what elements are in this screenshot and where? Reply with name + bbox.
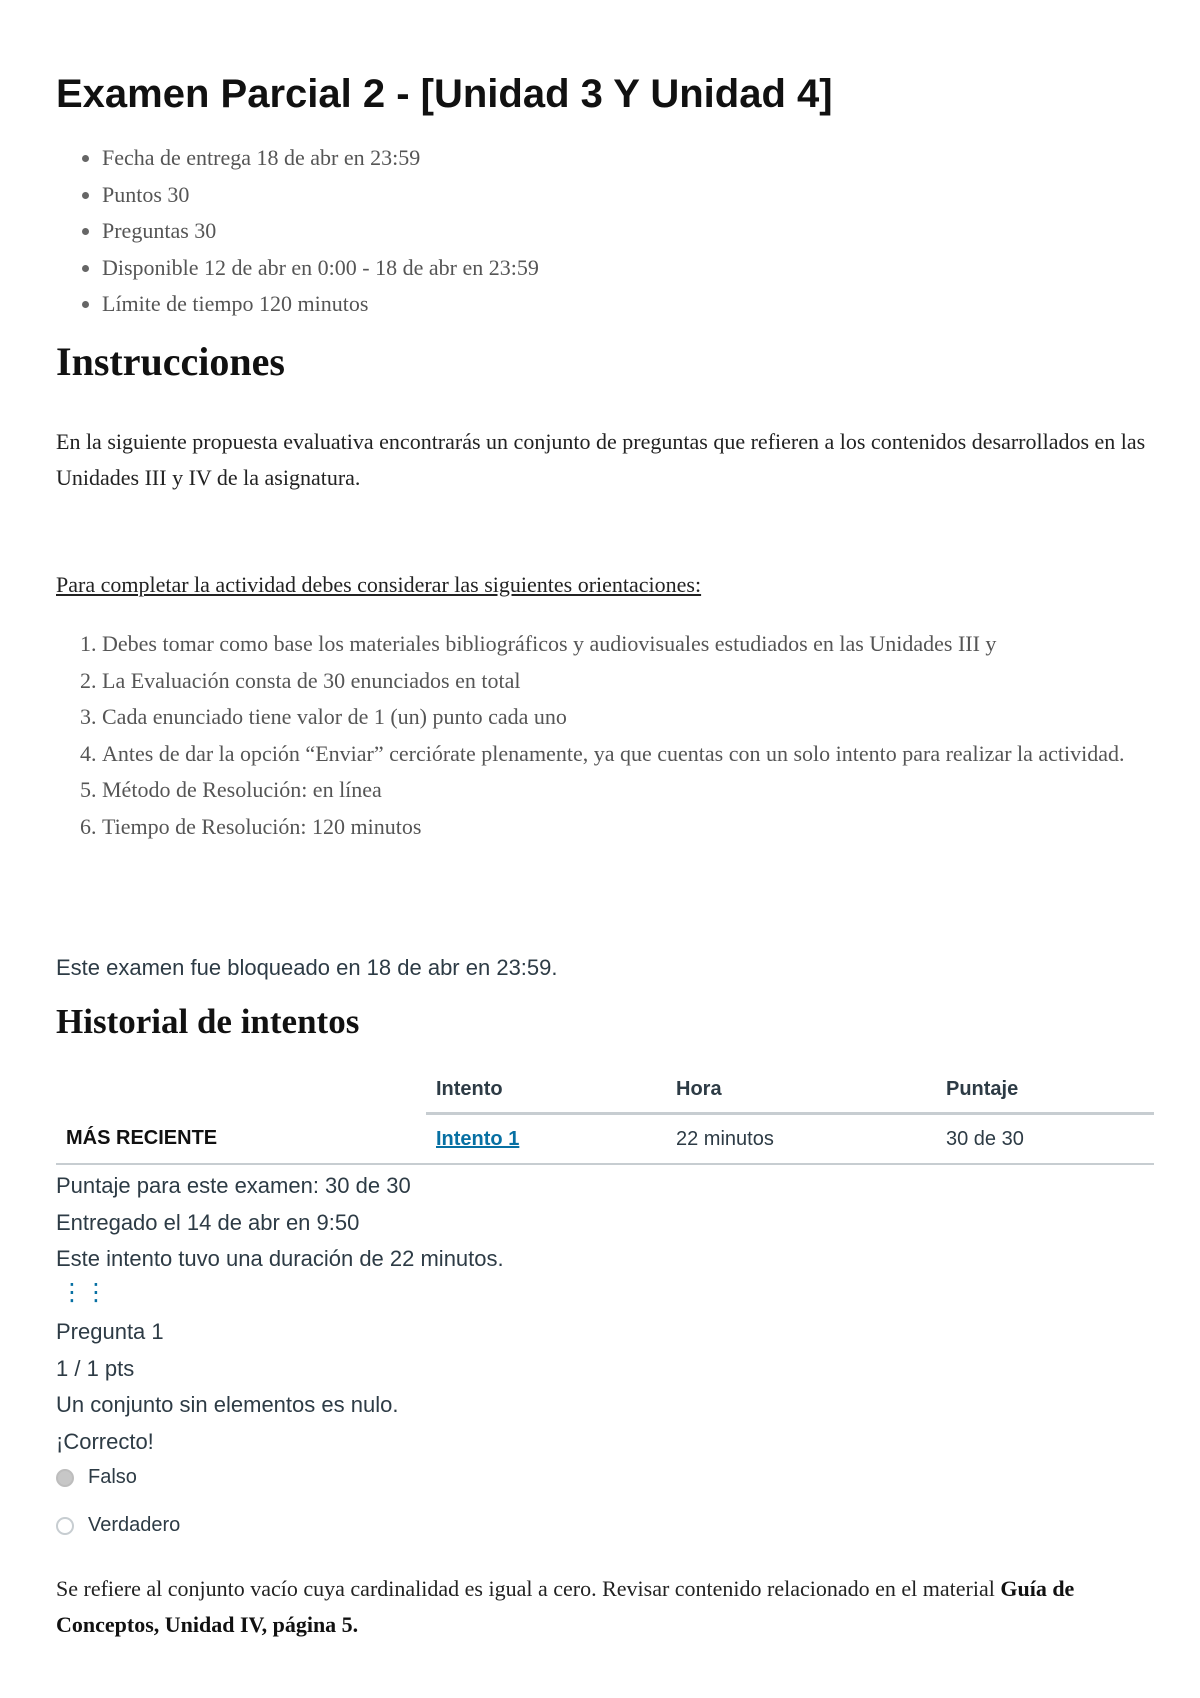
question-points: 1 / 1 pts	[56, 1355, 135, 1381]
submitted-date: Entregado el 14 de abr en 9:50	[56, 1209, 360, 1235]
feedback-reference: Guía de Conceptos, Unidad IV, página 5.	[56, 1576, 1075, 1637]
instructions-heading: Instrucciones	[56, 339, 285, 384]
column-header-time: Hora	[666, 1066, 936, 1114]
orientation-item: 5. Método de Resolución: en línea	[102, 772, 1192, 809]
answer-label: Verdadero	[88, 1514, 181, 1536]
availability: • Disponible 12 de abr en 0:00 - 18 de abr en 23:59	[102, 250, 539, 287]
locked-notice: Este examen fue bloqueado en 18 de abr en 23:59.	[56, 955, 558, 980]
orientation-item: 1. Debes tomar como base los materiales bibliográficos y audiovisuales estudiados en las Unidades III y	[102, 626, 1192, 663]
time-limit: • Límite de tiempo 120 minutos	[102, 286, 539, 323]
attempt-time: 22 minutos	[666, 1114, 936, 1165]
attempt-link[interactable]: Intento 1	[436, 1127, 520, 1150]
answer-falso[interactable]	[56, 1466, 137, 1489]
attempts-table	[56, 1066, 1154, 1165]
attempt-score: 30 de 30	[936, 1114, 1154, 1165]
feedback-text: Se refiere al conjunto vacío cuya cardinalidad es igual a cero. Revisar contenido relacionado en el material	[56, 1576, 1001, 1601]
column-header-attempt: Intento	[426, 1066, 666, 1114]
quiz-title: Examen Parcial 2 - [Unidad 3 Y Unidad 4]	[56, 72, 833, 116]
points: • Puntos 30	[102, 177, 539, 214]
orientation-item: 4. Antes de dar la opción “Enviar” cerciórate plenamente, ya que cuentas con un solo intento para realizar la actividad.	[102, 736, 1192, 773]
radio-selected-icon[interactable]	[56, 1469, 74, 1487]
orientations-label: Para completar la actividad debes considerar las siguientes orientaciones:	[56, 572, 702, 597]
radio-empty-icon[interactable]	[56, 1517, 74, 1535]
attempt-duration: Este intento tuvo una duración de 22 minutos.	[56, 1246, 504, 1271]
quiz-details-list	[56, 140, 539, 323]
history-heading: Historial de intentos	[56, 1002, 360, 1041]
answer-verdadero[interactable]	[56, 1514, 180, 1537]
answer-label: Falso	[88, 1466, 137, 1488]
drag-handle-icon[interactable]: ⋮⋮	[60, 1279, 108, 1306]
column-header-blank	[56, 1066, 426, 1114]
table-header-row	[56, 1066, 1154, 1114]
orientation-item: 2. La Evaluación consta de 30 enunciados en total	[102, 663, 1192, 700]
question-text: Un conjunto sin elementos es nulo.	[56, 1392, 399, 1417]
attempt-summary	[56, 1168, 504, 1278]
most-recent-label: MÁS RECIENTE	[56, 1114, 426, 1165]
orientation-item: 6. Tiempo de Resolución: 120 minutos	[102, 809, 1192, 846]
table-row	[56, 1114, 1154, 1165]
due-date: • Fecha de entrega 18 de abr en 23:59	[102, 140, 539, 177]
orientation-item: 3. Cada enunciado tiene valor de 1 (un) punto cada uno	[102, 699, 1192, 736]
attempt-cell	[426, 1114, 666, 1165]
answer-feedback	[56, 1571, 1154, 1643]
quiz-score: Puntaje para este examen: 30 de 30	[56, 1173, 411, 1198]
question-count: • Preguntas 30	[102, 213, 539, 250]
correct-label: ¡Correcto!	[56, 1428, 154, 1454]
column-header-score: Puntaje	[936, 1066, 1154, 1114]
question-label: Pregunta 1	[56, 1319, 164, 1344]
question-1	[56, 1314, 398, 1460]
orientations-list	[56, 626, 1192, 845]
instructions-intro: En la siguiente propuesta evaluativa encontrarás un conjunto de preguntas que refieren a los contenidos desarrollados en las Unidades III y IV de la asignatura.	[56, 429, 1146, 490]
